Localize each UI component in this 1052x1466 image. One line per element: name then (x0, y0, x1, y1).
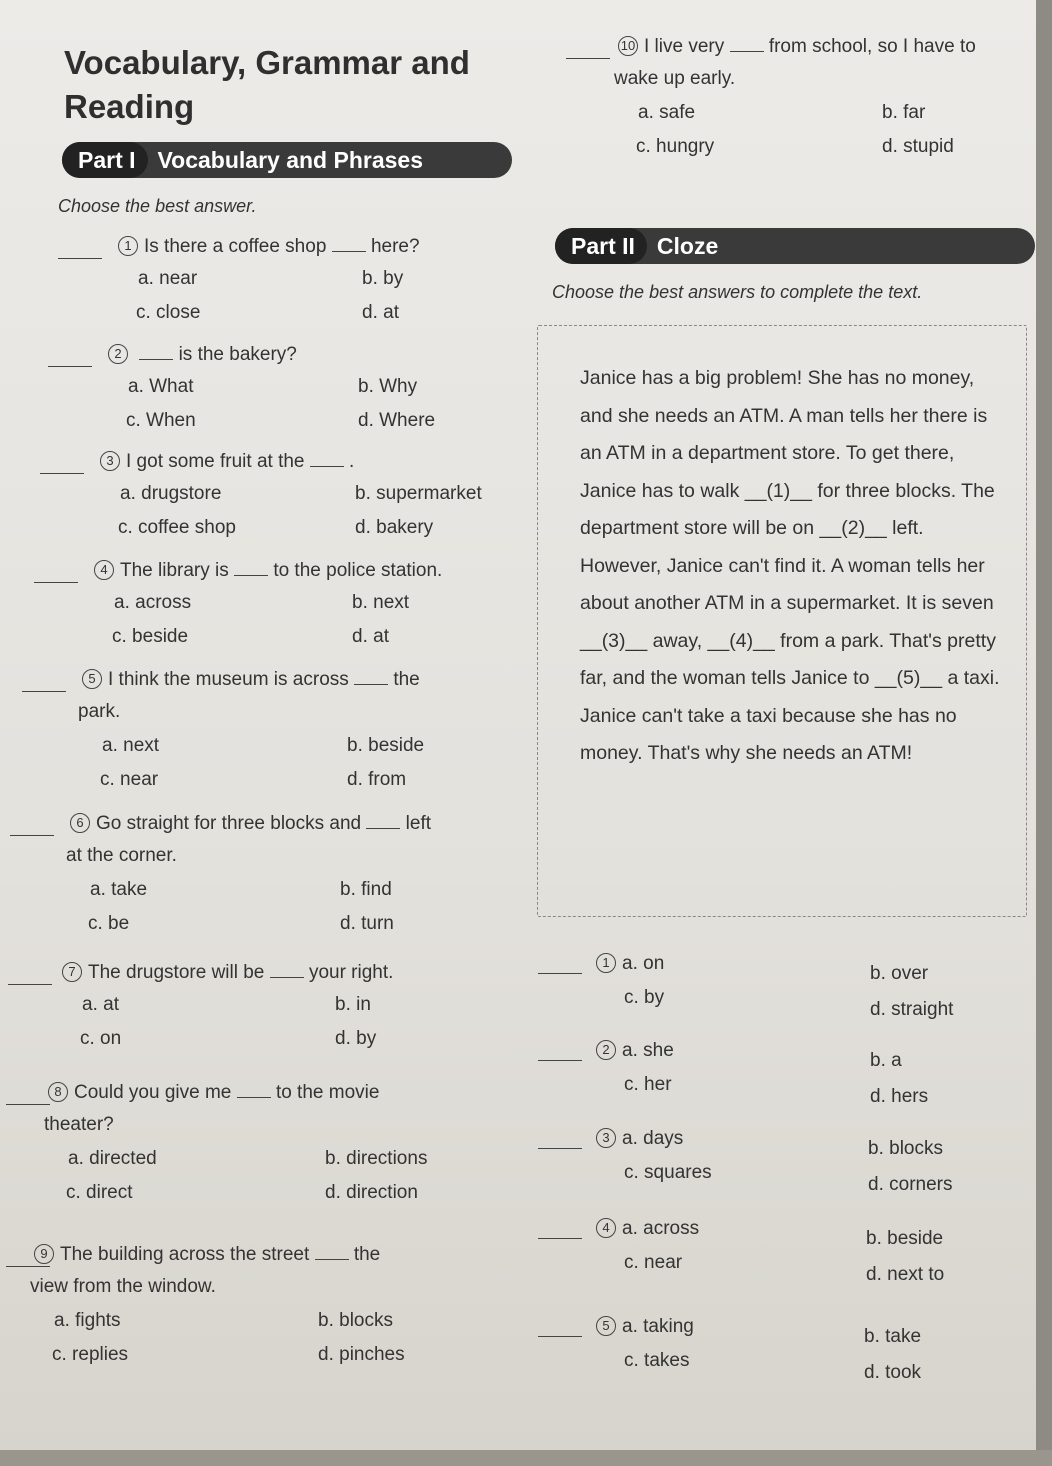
option-c[interactable]: c. her (624, 1074, 672, 1095)
option-d[interactable]: d. corners (868, 1174, 953, 1195)
question-number: 4 (94, 560, 114, 580)
option-a[interactable]: a. taking (622, 1316, 694, 1337)
answer-blank[interactable] (10, 835, 54, 836)
option-a[interactable]: a. near (138, 268, 198, 289)
question-number: 1 (118, 236, 138, 256)
question-number: 6 (70, 813, 90, 833)
question-text-cont: park. (78, 701, 121, 722)
page-title-line1: Vocabulary, Grammar and (64, 44, 470, 81)
option-d[interactable]: d. Where (358, 410, 436, 431)
answer-blank[interactable] (6, 1104, 50, 1105)
cloze-passage: Janice has a big problem! She has no money, and she needs an ATM. A man tells her there is an ATM in a department store. To get there, Janice has to walk __(1)__ for three blocks. The department store will be on __(2)__ left. However, Janice can't find it. A woman tells her about another ATM in a supermarket. It is seven __(3)__ away, __(4)__ from a park. That's pretty far, and the woman tells Janice to __(5)__ a taxi. Janice can't take a taxi because she has no money. That's why she needs an ATM! (580, 367, 1000, 764)
option-b[interactable]: b. in (335, 994, 371, 1015)
question-text-post: to the police station. (273, 560, 443, 581)
option-d[interactable]: d. from (347, 769, 407, 790)
part2-header (555, 228, 1035, 264)
option-a[interactable]: a. fights (54, 1310, 121, 1331)
cloze-question-number: 4 (596, 1218, 616, 1238)
cloze-option-line (596, 953, 664, 975)
option-d[interactable]: d. straight (870, 999, 954, 1020)
inline-blank (366, 828, 400, 829)
option-d[interactable]: d. at (362, 302, 399, 323)
question-text-pre: Go straight for three blocks and (96, 813, 362, 834)
option-d[interactable]: d. pinches (318, 1344, 405, 1365)
page-title-line2: Reading (64, 88, 195, 125)
option-c[interactable]: c. close (136, 302, 201, 323)
option-a[interactable]: a. she (622, 1040, 674, 1061)
option-b[interactable]: b. blocks (318, 1310, 393, 1331)
question-text-post: here? (370, 236, 420, 257)
question-line (62, 962, 393, 984)
answer-blank[interactable] (566, 58, 610, 59)
inline-blank (139, 359, 173, 360)
option-b[interactable]: b. over (870, 963, 929, 984)
question-number: 9 (34, 1244, 54, 1264)
option-d[interactable]: d. hers (870, 1086, 929, 1107)
question-line (82, 669, 420, 691)
cloze-option-line (596, 1316, 694, 1338)
inline-blank (270, 977, 304, 978)
option-b[interactable]: b. by (362, 268, 404, 289)
cloze-option-line (596, 1128, 683, 1150)
option-c[interactable]: c. by (624, 987, 665, 1008)
question-text-post: . (349, 451, 355, 472)
question-text-cont: wake up early. (614, 68, 736, 89)
answer-blank[interactable] (22, 691, 66, 692)
cloze-question-number: 5 (596, 1316, 616, 1336)
option-d[interactable]: d. at (352, 626, 389, 647)
question-text-pre: The library is (120, 560, 229, 581)
part2-title: Cloze (656, 232, 719, 259)
page-bottom-edge (0, 1450, 1052, 1466)
option-c[interactable]: c. squares (624, 1162, 712, 1183)
answer-blank[interactable] (48, 366, 92, 367)
option-b[interactable]: b. supermarket (355, 483, 482, 504)
inline-blank (354, 684, 388, 685)
question-line (94, 560, 442, 582)
option-a[interactable]: a. take (90, 879, 148, 900)
option-d[interactable]: d. next to (866, 1264, 945, 1285)
question-number: 10 (618, 36, 638, 56)
option-b[interactable]: b. Why (358, 376, 418, 397)
option-b[interactable]: b. directions (325, 1148, 428, 1169)
option-a[interactable]: a. safe (638, 102, 696, 123)
option-c[interactable]: c. near (624, 1252, 683, 1273)
option-b[interactable]: b. find (340, 879, 392, 900)
question-text-cont: view from the window. (30, 1276, 216, 1297)
question-line (70, 813, 431, 835)
option-c[interactable]: c. near (100, 769, 159, 790)
option-c[interactable]: c. takes (624, 1350, 690, 1371)
inline-blank (730, 51, 764, 52)
answer-blank[interactable] (40, 473, 84, 474)
cloze-question-number: 3 (596, 1128, 616, 1148)
question-line (48, 1082, 379, 1104)
question-number: 2 (108, 344, 128, 364)
question-text-pre: I think the museum is across (108, 669, 349, 690)
question-line (108, 344, 297, 366)
option-a[interactable]: a. at (82, 994, 119, 1015)
question-text-pre: I live very (644, 36, 725, 57)
cloze-option-line (596, 1218, 699, 1240)
cloze-question-number: 2 (596, 1040, 616, 1060)
option-a[interactable]: a. on (622, 953, 665, 974)
question-text-post: the (353, 1244, 381, 1265)
option-a[interactable]: a. days (622, 1128, 684, 1149)
question-number: 7 (62, 962, 82, 982)
inline-blank (237, 1097, 271, 1098)
answer-blank[interactable] (6, 1266, 50, 1267)
question-text-post: the (393, 669, 420, 690)
inline-blank (310, 466, 344, 467)
option-b[interactable]: b. take (864, 1326, 922, 1347)
question-text-post: from school, so I have to (768, 36, 976, 57)
question-text-pre: The drugstore will be (88, 962, 265, 983)
answer-blank[interactable] (538, 1060, 582, 1061)
option-b[interactable]: b. a (870, 1050, 902, 1071)
question-text-post: your right. (308, 962, 394, 983)
option-a[interactable]: a. drugstore (120, 483, 222, 504)
option-c[interactable]: c. beside (112, 626, 189, 647)
option-d[interactable]: d. took (864, 1362, 922, 1383)
answer-blank[interactable] (58, 258, 102, 259)
cloze-question-number: 1 (596, 953, 616, 973)
part1-number: Part I (62, 142, 148, 178)
option-a[interactable]: a. across (622, 1218, 700, 1239)
answer-blank[interactable] (8, 984, 52, 985)
question-line (118, 236, 420, 258)
question-text-post: is the bakery? (178, 344, 297, 365)
option-d[interactable]: d. by (335, 1028, 377, 1049)
option-b[interactable]: b. beside (347, 735, 425, 756)
answer-blank[interactable] (538, 973, 582, 974)
option-d[interactable]: d. stupid (882, 136, 954, 157)
answer-blank[interactable] (538, 1336, 582, 1337)
question-text-post: left (405, 813, 432, 834)
page-edge (1036, 0, 1052, 1466)
question-text-pre: I got some fruit at the (126, 451, 305, 472)
question-text-pre: Could you give me (74, 1082, 232, 1103)
option-b[interactable]: b. next (352, 592, 410, 613)
question-number: 3 (100, 451, 120, 471)
question-number: 5 (82, 669, 102, 689)
option-c[interactable]: c. be (88, 913, 130, 934)
option-a[interactable]: a. directed (68, 1148, 157, 1169)
answer-blank[interactable] (538, 1148, 582, 1149)
inline-blank (234, 575, 268, 576)
question-text-pre: Is there a coffee shop (144, 236, 327, 257)
question-text-post: to the movie (275, 1082, 380, 1103)
option-c[interactable]: c. direct (66, 1182, 133, 1203)
question-text-pre: The building across the street (60, 1244, 310, 1265)
question-line (100, 451, 354, 473)
option-d[interactable]: d. bakery (355, 517, 434, 538)
option-c[interactable]: c. replies (52, 1344, 129, 1365)
option-d[interactable]: d. direction (325, 1182, 418, 1203)
option-a[interactable]: a. next (102, 735, 160, 756)
inline-blank (315, 1259, 349, 1260)
part1-title: Vocabulary and Phrases (157, 146, 423, 173)
question-number: 8 (48, 1082, 68, 1102)
option-c[interactable]: c. When (126, 410, 196, 431)
question-text-cont: at the corner. (66, 845, 177, 866)
option-c[interactable]: c. hungry (636, 136, 715, 157)
option-b[interactable]: b. blocks (868, 1138, 943, 1159)
option-b[interactable]: b. beside (866, 1228, 944, 1249)
question-line (34, 1244, 380, 1266)
option-c[interactable]: c. coffee shop (118, 517, 236, 538)
option-d[interactable]: d. turn (340, 913, 394, 934)
part1-header (62, 142, 512, 178)
option-b[interactable]: b. far (882, 102, 926, 123)
option-a[interactable]: a. What (128, 376, 194, 397)
part1-instruction: Choose the best answer. (58, 196, 257, 216)
answer-blank[interactable] (538, 1238, 582, 1239)
question-text-cont: theater? (44, 1114, 114, 1135)
answer-blank[interactable] (34, 582, 78, 583)
question-line (618, 36, 976, 58)
part2-number: Part II (555, 228, 647, 264)
inline-blank (332, 251, 366, 252)
part2-instruction: Choose the best answers to complete the text. (552, 282, 923, 302)
cloze-option-line (596, 1040, 674, 1062)
option-c[interactable]: c. on (80, 1028, 122, 1049)
option-a[interactable]: a. across (114, 592, 192, 613)
